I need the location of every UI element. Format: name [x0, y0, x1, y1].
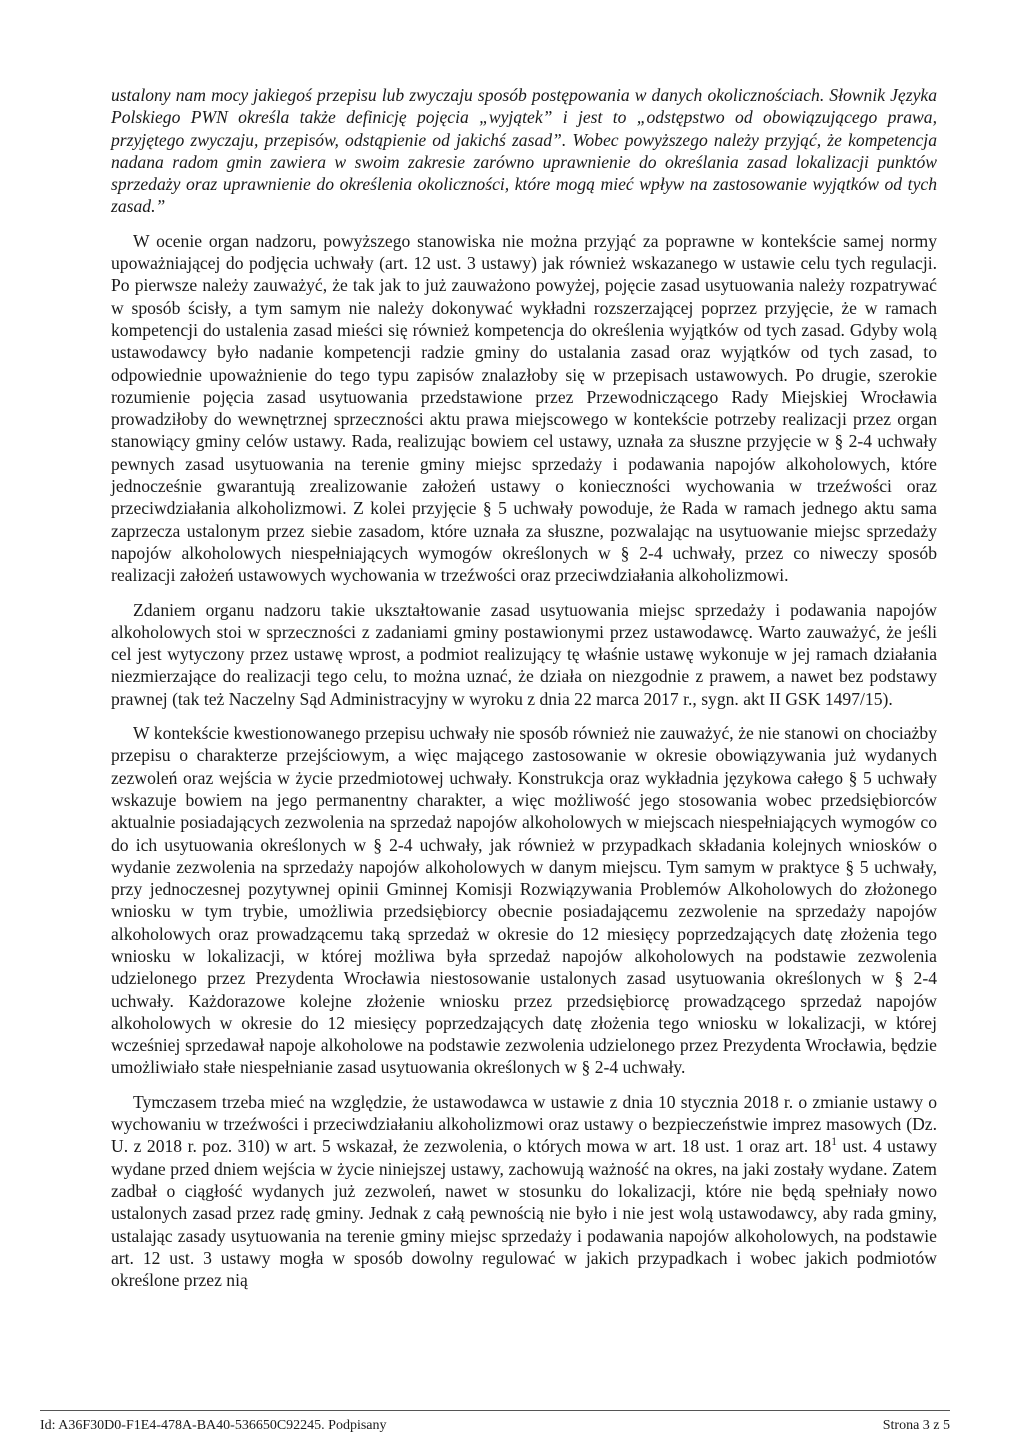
quoted-passage: ustalony nam mocy jakiegoś przepisu lub zwyczaju sposób postępowania w danych okolicznościach. Słownik Języka Polskiego PWN określa także definicję pojęcia „wyjątek” i jest to „odstępstwo od obowiązującego prawa, przyjętego zwyczaju, przepisów, odstąpienie od jakichś zasad”. Wobec powyższego należy przyjąć, że kompetencja nadana radom gmin zawiera w swoim zakresie zarówno uprawnienie do określania zasad lokalizacji punktów sprzedaży oraz uprawnienie do określenia okoliczności, które mogą mieć wpływ na zastosowanie wyjątków od tych zasad.”	[111, 85, 937, 217]
paragraph-4-part-1: Tymczasem trzeba mieć na względzie, że ustawodawca w ustawie z dnia 10 stycznia 2018 r. o zmianie ustawy o wychowaniu w trzeźwości i przeciwdziałaniu alkoholizmowi oraz ustawy o bezpieczeństwie imprez masowych (Dz. U. z 2018 r. poz. 310) w art. 5 wskazał, że zezwolenia, o których mowa w art. 18 ust. 1 oraz art. 18	[111, 1091, 937, 1157]
paragraph-1: W ocenie organ nadzoru, powyższego stanowiska nie można przyjąć za poprawne w kontekście samej normy upoważniającej do podjęcia uchwały (art. 12 ust. 3 ustawy) jak również wskazanego w ustawie celu tych regulacji. Po pierwsze należy zauważyć, że tak jak to już zauważono powyżej, pojęcie zasad usytuowania należy rozpatrywać w sposób ścisły, a tym samym nie należy dokonywać wykładni rozszerzającej poprzez przyjęcie, że w ramach kompetencji do ustalenia zasad mieści się również kompetencja do określenia wyjątków od tych zasad. Gdyby wolą ustawodawcy było nadanie kompetencji radzie gminy do ustalania zasad oraz wyjątków od tych zasad, to odpowiednie upoważnienie do tego typu zapisów znalazłoby się w przepisach ustawowych. Po drugie, szerokie rozumienie pojęcia zasad usytuowania przedstawione przez Przewodniczącego Rady Miejskiej Wrocławia prowadziłoby do wewnętrznej sprzeczności aktu prawa miejscowego w kontekście potrzeby realizacji przez organ stanowiący gminy celów ustawy. Rada, realizując bowiem cel ustawy, uznała za słuszne przyjęcie w § 2-4 uchwały pewnych zasad usytuowania na terenie gminy miejsc sprzedaży i podawania napojów alkoholowych, które jednocześnie gwarantują zrealizowanie założeń ustawy o konieczności wychowania w trzeźwości oraz przeciwdziałania alkoholizmowi. Z kolei przyjęcie § 5 uchwały powoduje, że Rada w ramach jednego aktu sama zaprzecza ustalonym przez siebie zasadom, które uznała za słuszne, pozwalając na usytuowanie miejsc sprzedaży napojów alkoholowych niespełniających wymogów określonych w § 2-4 uchwały, przez co niweczy sposób realizacji założeń ustawowych wychowania w trzeźwości oraz przeciwdziałania alkoholizmowi.	[111, 230, 937, 586]
paragraph-4-part-2: ust. 4 ustawy wydane przed dniem wejścia w życie niniejszej ustawy, zachowują ważność na okres, na jaki zostały wydane. Zatem zadbał o ciągłość wydanych już zezwoleń, nawet w stosunku do lokalizacji, które nie będą spełniały nowo ustalonych zasad przez radę gminy. Jednak z całą pewnością nie było i nie jest wolą ustawodawcy, aby rada gminy, ustalając zasady usytuowania na terenie gminy miejsc sprzedaży i podawania napojów alkoholowych, na podstawie art. 12 ust. 3 ustawy mogła w sposób dowolny regulować w jakich przypadkach i wobec jakich podmiotów określone przez nią	[111, 1136, 937, 1291]
superscript-marker: 1	[831, 1136, 837, 1149]
page-number: Strona 3 z 5	[882, 1418, 950, 1433]
paragraph-4	[111, 1091, 937, 1292]
document-id: Id: A36F30D0-F1E4-478A-BA40-536650C92245. Podpisany	[40, 1418, 387, 1433]
document-body	[111, 84, 937, 1303]
paragraph-2: Zdaniem organu nadzoru takie ukształtowanie zasad usytuowania miejsc sprzedaży i podawania napojów alkoholowych stoi w sprzeczności z zadaniami gminy postawionymi przez ustawodawcę. Warto zauważyć, że jeśli cel jest wytyczony przez ustawę wprost, a podmiot realizujący tę właśnie ustawę wykonuje w jej ramach działania niezmierzające do realizacji tego celu, to można uznać, że działa on niezgodnie z prawem, a nawet bez podstawy prawnej (tak też Naczelny Sąd Administracyjny w wyroku z dnia 22 marca 2017 r., sygn. akt II GSK 1497/15).	[111, 599, 937, 709]
page-footer	[40, 1410, 950, 1434]
paragraph-3: W kontekście kwestionowanego przepisu uchwały nie sposób również nie zauważyć, że nie stanowi on chociażby przepisu o charakterze przejściowym, a więc mającego zastosowanie w okresie obowiązywania już wydanych zezwoleń oraz wejścia w życie przedmiotowej uchwały. Konstrukcja oraz wykładnia językowa całego § 5 uchwały wskazuje bowiem na jego permanentny charakter, a więc możliwość jego stosowania wobec przedsiębiorców aktualnie posiadających zezwolenia na sprzedaż napojów alkoholowych w miejscach niespełniających wymogów co do ich usytuowania określonych w § 2-4 uchwały, jak również w przypadkach składania kolejnych wniosków o wydanie zezwolenia na sprzedaży napojów alkoholowych w danym miejscu. Tym samym w praktyce § 5 uchwały, przy jednoczesnej pozytywnej opinii Gminnej Komisji Rozwiązywania Problemów Alkoholowych do złożonego wniosku w tym trybie, umożliwia przedsiębiorcy obecnie posiadającemu zezwolenie na sprzedaży napojów alkoholowych oraz prowadzącemu taką sprzedaż w okresie do 12 miesięcy poprzedzających datę złożenia tego wniosku w lokalizacji, w której możliwa była sprzedaż napojów alkoholowych na podstawie zezwolenia udzielonego przez Prezydenta Wrocławia niestosowanie ustalonych zasad usytuowania określonych w § 2-4 uchwały. Każdorazowe kolejne złożenie wniosku przez przedsiębiorcę prowadzącego sprzedaż napojów alkoholowych w okresie do 12 miesięcy poprzedzających datę złożenia tego wniosku w lokalizacji, w której wcześniej sprzedawał napoje alkoholowe na podstawie zezwolenia udzielonego przez Prezydenta Wrocławia, będzie umożliwiało stałe niespełnianie zasad usytuowania określonych w § 2-4 uchwały.	[111, 723, 937, 1078]
